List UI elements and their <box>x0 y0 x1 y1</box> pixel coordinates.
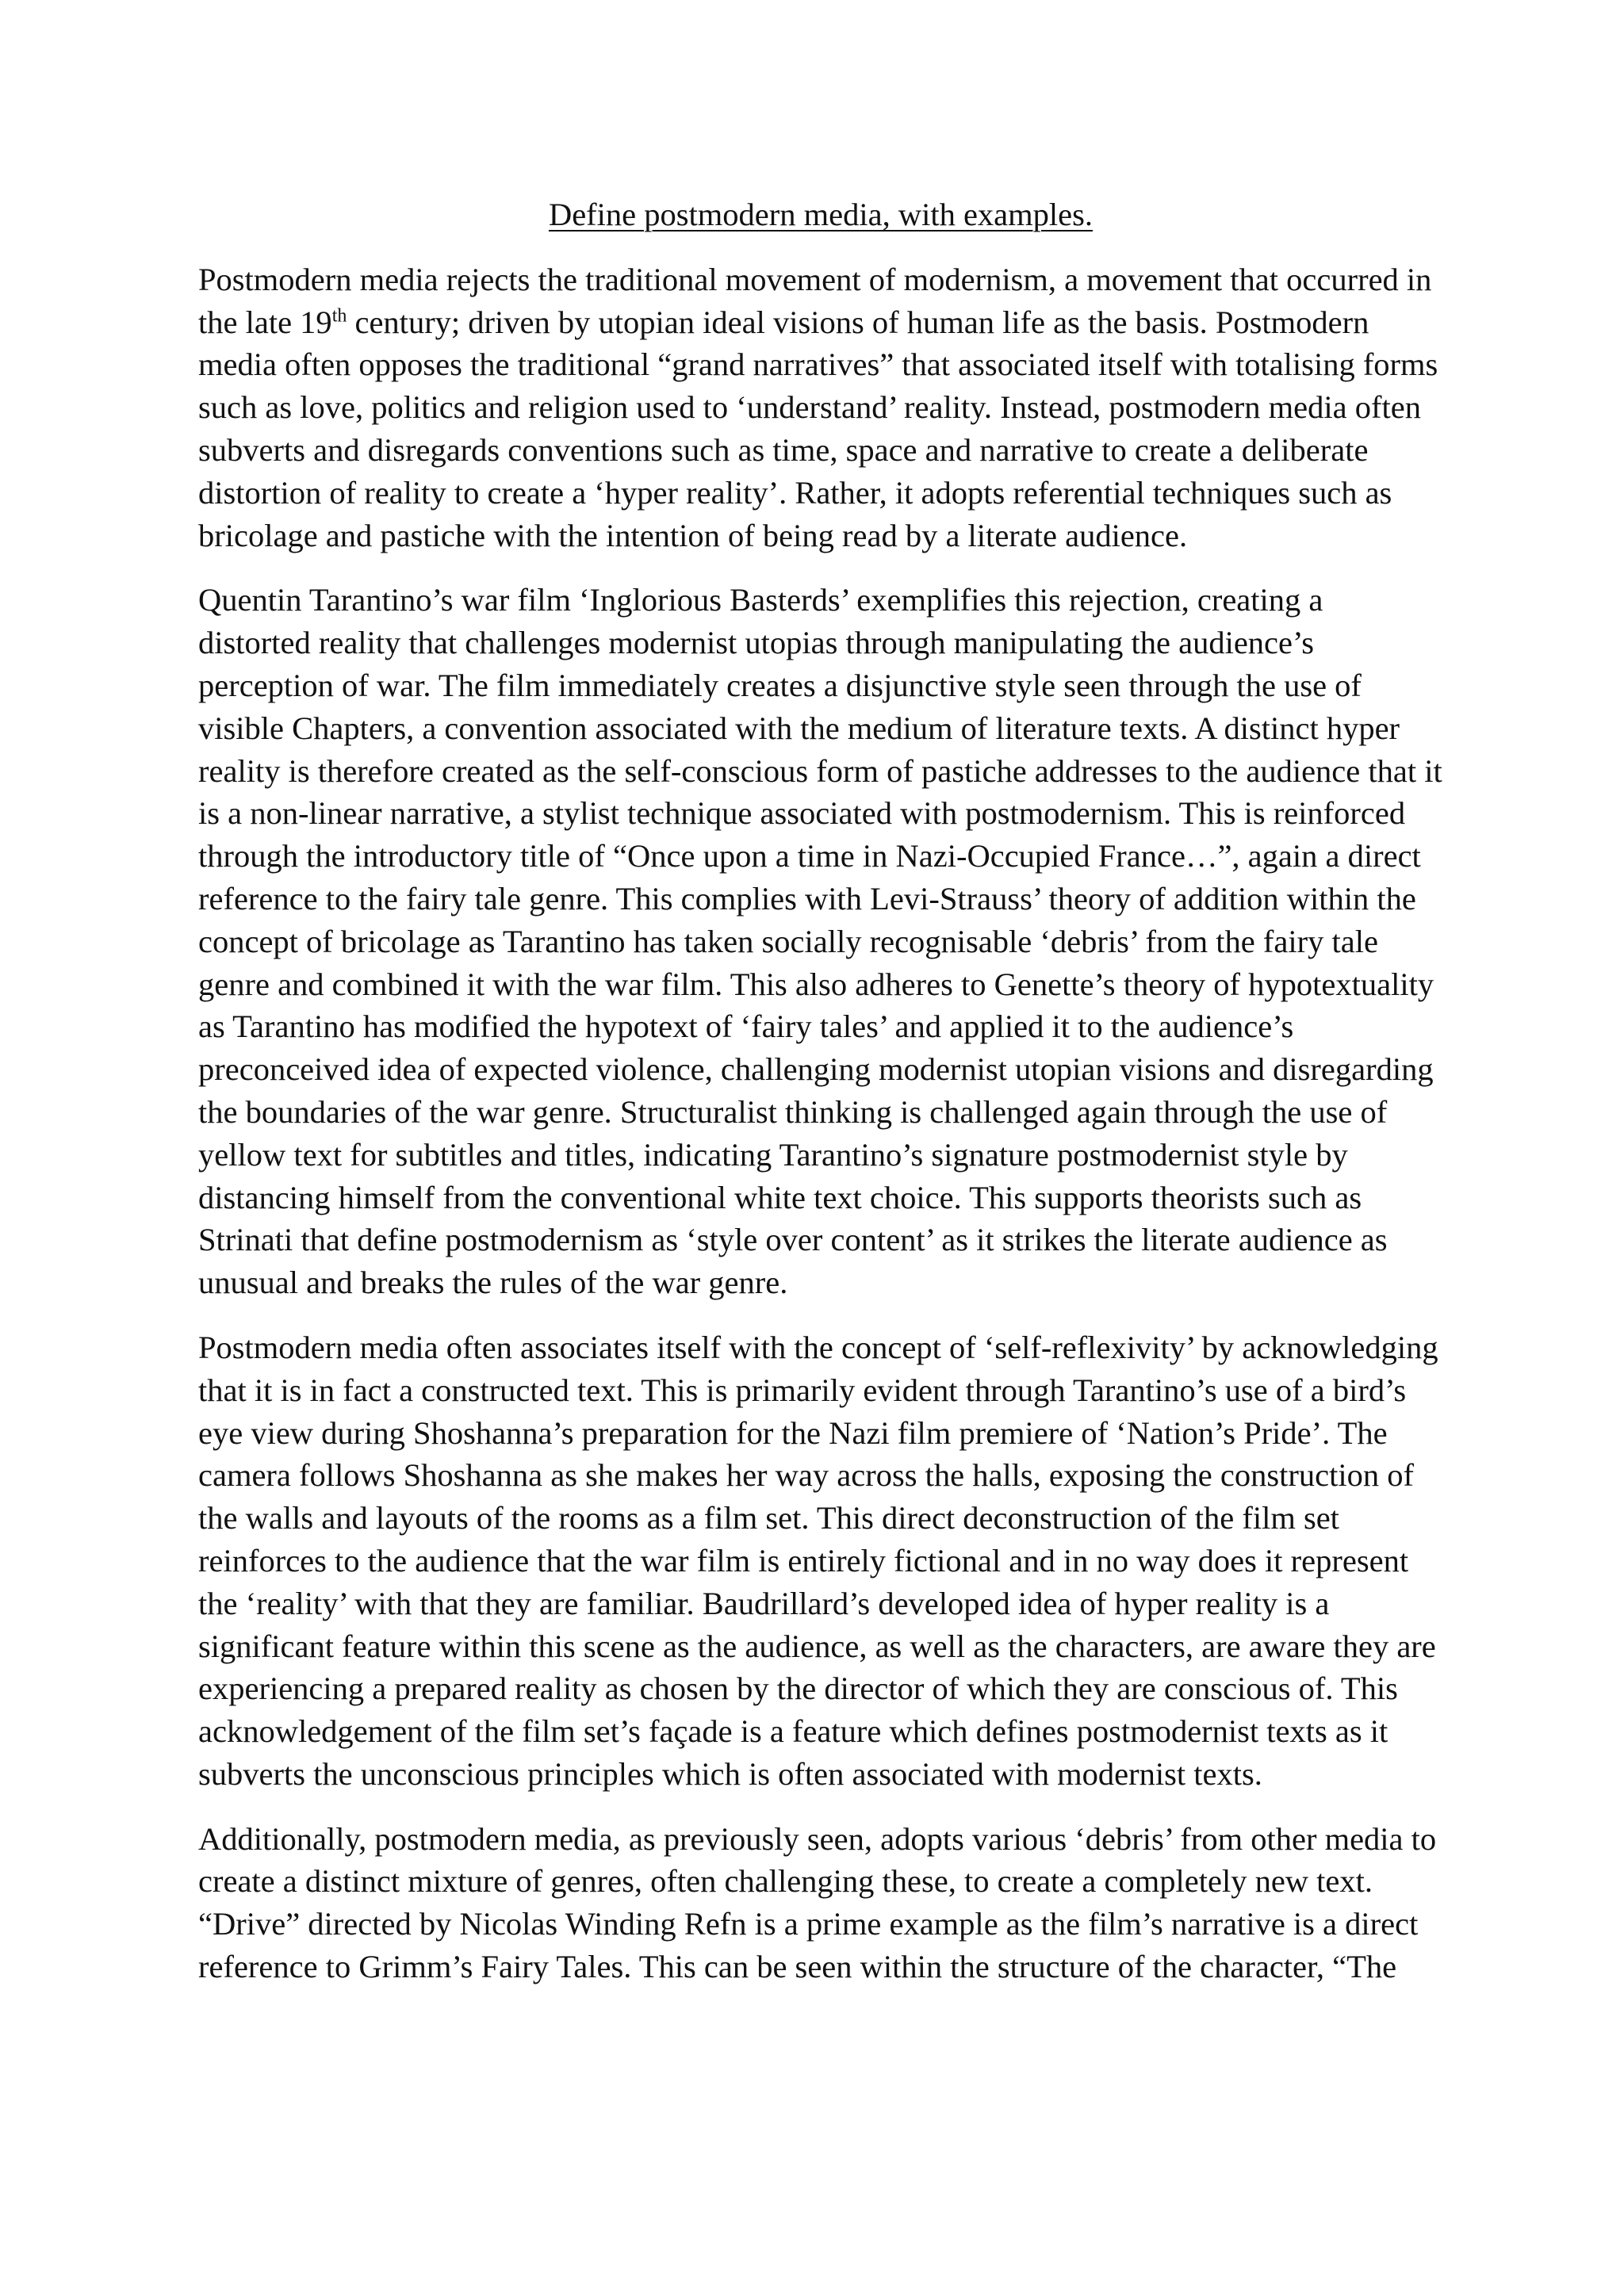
document-title: Define postmodern media, with examples. <box>548 197 1094 232</box>
paragraph-intro <box>198 258 1443 557</box>
paragraph-self-reflexivity: Postmodern media often associates itself with the concept of ‘self-reflexivity’ by acknowledging that it is in fact a constructed text. This is primarily evident through Tarantino’s use of a bird’s eye view during Shoshanna’s preparation for the Nazi film premiere of ‘Nation’s Pride’. The camera follows Shoshanna as she makes her way across the halls, exposing the construction of the walls and layouts of the rooms as a film set. This direct deconstruction of the film set reinforces to the audience that the war film is entirely fictional and in no way does it represent the ‘reality’ with that they are familiar. Baudrillard’s developed idea of hyper reality is a significant feature within this scene as the audience, as well as the characters, are aware they are experiencing a prepared reality as chosen by the director of which they are conscious of. This acknowledgement of the film set’s façade is a feature which defines postmodernist texts as it subverts the unconscious principles which is often associated with modernist texts. <box>198 1329 1438 1792</box>
paragraph-drive: Additionally, postmodern media, as previously seen, adopts various ‘debris’ from other media to create a distinct mixture of genres, often challenging these, to create a completely new text. “Drive” directed by Nicolas Winding Refn is a prime example as the film’s narrative is a direct reference to Grimm’s Fairy Tales. This can be seen within the structure of the character, “The <box>198 1820 1437 1985</box>
paragraph-intro-text-1: Postmodern media rejects the traditional movement of modernism, a movement that occurred in the late 19 <box>198 261 1432 340</box>
paragraph-inglorious-basterds: Quentin Tarantino’s war film ‘Inglorious Basterds’ exemplifies this rejection, creating a distorted reality that challenges modernist utopias through manipulating the audience’s perception of war. The film immediately creates a disjunctive style seen through the use of visible Chapters, a convention associated with the medium of literature texts. A distinct hyper reality is therefore created as the self-conscious form of pastiche addresses to the audience that it is a non-linear narrative, a stylist technique associated with postmodernism. This is reinforced through the introductory title of “Once upon a time in Nazi-Occupied France…”, again a direct reference to the fairy tale genre. This complies with Levi-Strauss’ theory of addition within the concept of bricolage as Tarantino has taken socially recognisable ‘debris’ from the fairy tale genre and combined it with the war film. This also adheres to Genette’s theory of hypotextuality as Tarantino has modified the hypotext of ‘fairy tales’ and applied it to the audience’s preconceived idea of expected violence, challenging modernist utopian visions and disregarding the boundaries of the war genre. Structuralist thinking is challenged again through the use of yellow text for subtitles and titles, indicating Tarantino’s signature postmodernist style by distancing himself from the conventional white text choice. This supports theorists such as Strinati that define postmodernism as ‘style over content’ as it strikes the literate audience as unusual and breaks the rules of the war genre. <box>198 582 1442 1301</box>
superscript-th: th <box>331 305 347 327</box>
paragraph-intro-text-2: century; driven by utopian ideal visions of human life as the basis. Postmodern media often opposes the traditional “grand narratives” that associated itself with totalising forms such as love, politics and religion used to ‘understand’ reality. Instead, postmodern media often subverts and disregards conventions such as time, space and narrative to create a deliberate distortion of reality to create a ‘hyper reality’. Rather, it adopts referential techniques such as bricolage and pastiche with the intention of being read by a literate audience. <box>198 304 1438 553</box>
document-body <box>198 193 1443 2011</box>
